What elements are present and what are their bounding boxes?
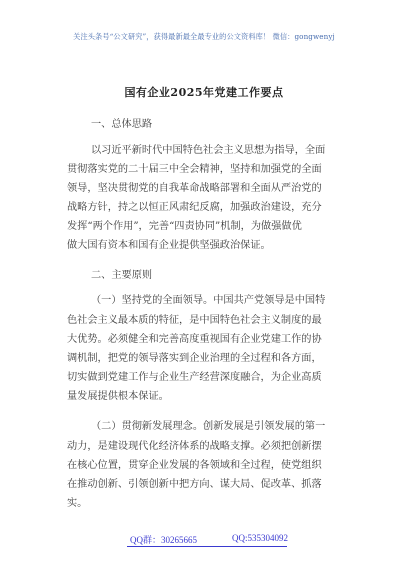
paragraph-line: 大优势。必须健全和完善高度重视国有企业党建工作的协: [67, 334, 322, 345]
paragraph-line: 动力，是建设现代化经济体系的战略支撑。必须把创新摆: [67, 441, 322, 452]
paragraph-line: 实。: [67, 498, 88, 509]
paragraph-line: 切实做到党建工作与企业生产经营深度融合，为企业高质: [67, 372, 322, 383]
paragraph-line: 色社会主义最本质的特征，是中国特色社会主义制度的最: [67, 315, 322, 326]
paragraph-line: 在推动创新、引领创新中把方向、谋大局、促改革、抓落: [67, 479, 322, 490]
section-heading: 二、主要原则: [91, 270, 153, 281]
paragraph-line: 量发展提供根本保证。: [67, 391, 169, 402]
qq-group-link[interactable]: QQ群：30265665: [130, 535, 197, 545]
paragraph-line: 战略方针，持之以恒正风肃纪反腐，加强政治建设，充分: [67, 202, 322, 213]
footer-underline: [127, 546, 287, 547]
paragraph-line: 做大国有资本和国有企业提供坚强政治保证。: [67, 240, 271, 251]
paragraph-line: （二）贯彻新发展理念。创新发展是引领发展的第一: [91, 421, 326, 432]
paragraph-line: 发挥“两个作用”，完善“四责协同”机制，为做强做优: [67, 221, 302, 232]
document-title: 国有企业2025年党建工作要点: [124, 86, 284, 99]
paragraph-line: 领导，坚决贯彻党的自我革命战略部署和全面从严治党的: [67, 183, 322, 194]
paragraph-line: 以习近平新时代中国特色社会主义思想为指导，全面: [91, 145, 326, 156]
paragraph-line: （一）坚持党的全面领导。中国共产党领导是中国特: [91, 295, 326, 306]
qq-contact-link[interactable]: QQ:535304092: [232, 533, 288, 543]
section-heading: 一、总体思路: [91, 119, 153, 130]
header-promo-note: 关注头条号“公文研究”，获得最新最全最专业的公文资料库！ 微信：gongwenyj: [73, 32, 335, 41]
paragraph-line: 贯彻落实党的二十届三中全会精神，坚持和加强党的全面: [67, 164, 322, 175]
paragraph-line: 调机制，把党的领导落实到企业治理的全过程和各方面，: [67, 353, 322, 364]
paragraph-line: 在核心位置，贯穿企业发展的各领域和全过程，使党组织: [67, 460, 322, 471]
